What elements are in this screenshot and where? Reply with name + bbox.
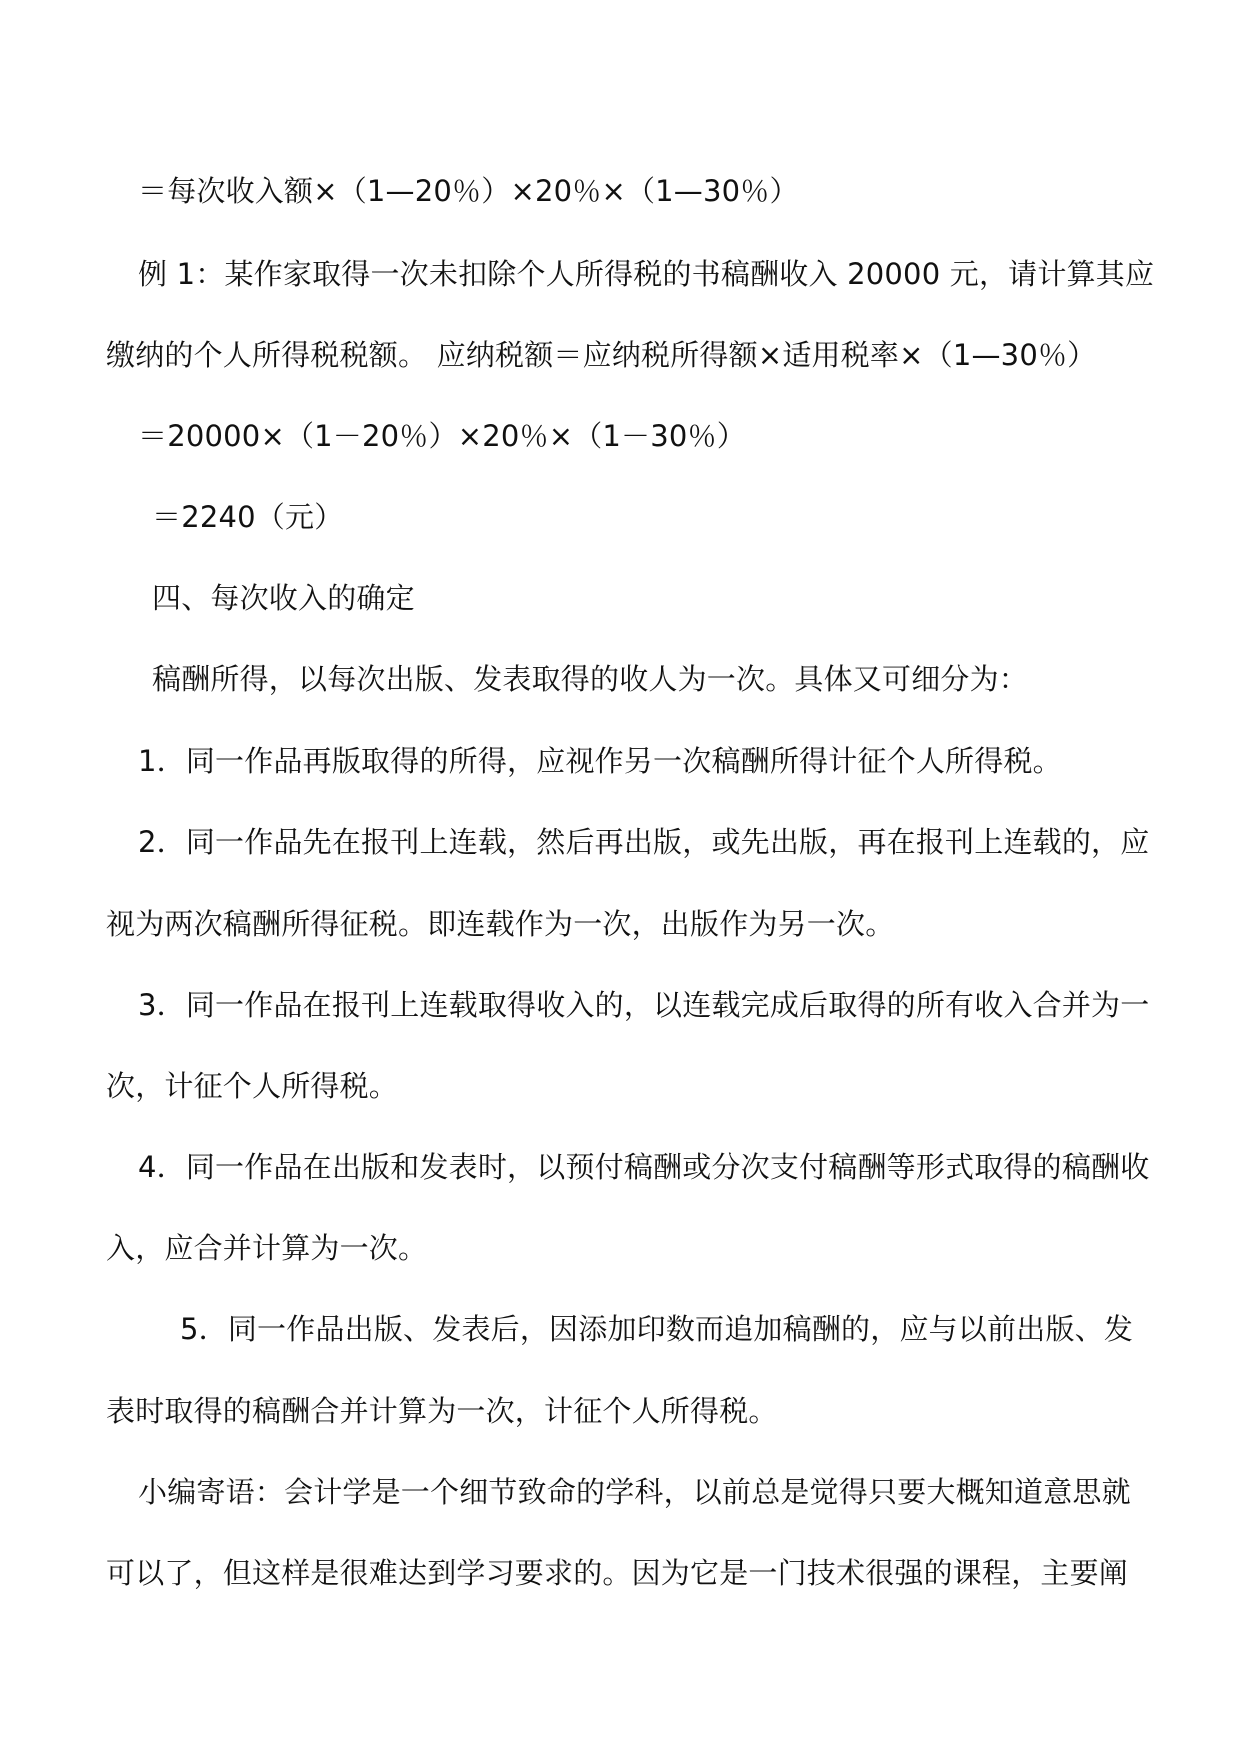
intro-paragraph: 稿酬所得，以每次出版、发表取得的收人为一次。具体又可细分为： [152,662,1029,696]
list-item-5: 5．同一作品出版、发表后，因添加印数而追加稿酬的，应与以前出版、发 [180,1312,1134,1346]
list-item-3-cont: 次，计征个人所得税。 [106,1069,399,1103]
list-item-4-cont: 入，应合并计算为一次。 [106,1231,428,1265]
list-item-2: 2．同一作品先在报刊上连载，然后再出版，或先出版，再在报刊上连载的，应 [138,825,1150,859]
list-item-4: 4．同一作品在出版和发表时，以预付稿酬或分次支付稿酬等形式取得的稿酬收 [138,1150,1150,1184]
list-item-3: 3．同一作品在报刊上连载取得收入的，以连载完成后取得的所有收入合并为一 [138,988,1150,1022]
section-heading: 四、每次收入的确定 [152,581,415,615]
example-paragraph: 例 1：某作家取得一次未扣除个人所得税的书稿酬收入 20000 元，请计算其应 [138,257,1155,291]
formula-line: ＝每次收入额×（1—20％）×20％×（1—30％） [138,174,799,208]
list-item-5-cont: 表时取得的稿酬合并计算为一次，计征个人所得税。 [106,1394,778,1428]
calculation-line: ＝20000×（1－20％）×20％×（1－30％） [138,419,746,453]
editor-note: 小编寄语：会计学是一个细节致命的学科，以前总是觉得只要大概知道意思就 [138,1475,1131,1509]
editor-note-cont: 可以了，但这样是很难达到学习要求的。因为它是一门技术很强的课程，主要阐 [106,1556,1129,1590]
list-item-1: 1．同一作品再版取得的所得，应视作另一次稿酬所得计征个人所得税。 [138,744,1062,778]
list-item-2-cont: 视为两次稿酬所得征税。即连载作为一次，出版作为另一次。 [106,907,895,941]
example-paragraph-cont: 缴纳的个人所得税税额。 应纳税额＝应纳税所得额×适用税率×（1—30％） [106,338,1097,372]
result-line: ＝2240（元） [152,500,344,534]
